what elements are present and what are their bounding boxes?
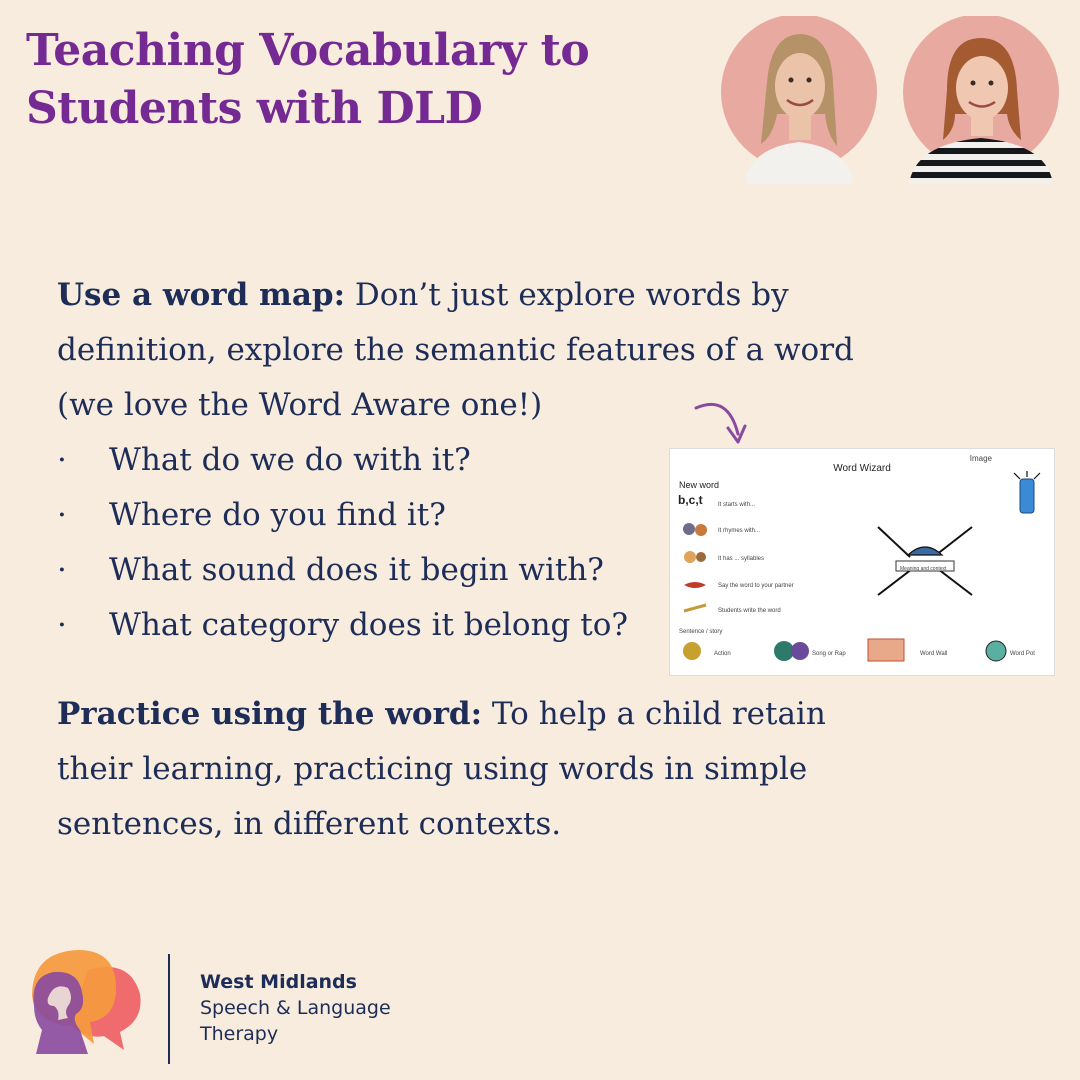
- list-item: · What category does it belong to?: [57, 598, 857, 653]
- letters-label: b,c,t: [678, 493, 703, 507]
- footer-divider: [168, 954, 170, 1064]
- org-line-3: Therapy: [200, 1023, 279, 1045]
- org-name: [200, 969, 391, 1047]
- worksheet-row: It has ... syllables: [718, 556, 765, 562]
- worksheet-row: It starts with...: [718, 502, 756, 508]
- sentence-label: Sentence / story: [679, 629, 723, 635]
- word-map-text: Don’t just explore words by definition, explore the semantic features of a word (we love the Word Aware one!): [57, 277, 854, 423]
- bullet-mark: ·: [57, 442, 67, 478]
- bullet-mark: ·: [57, 552, 67, 588]
- worksheet-title: Word Wizard: [833, 463, 891, 474]
- title-line-2: Students with DLD: [26, 83, 483, 134]
- word-map-heading: Use a word map:: [57, 277, 346, 313]
- title-line-1: Teaching Vocabulary to: [26, 25, 590, 76]
- curved-arrow-icon: [692, 396, 752, 452]
- page-title: [26, 22, 589, 138]
- org-line-2: Speech & Language: [200, 997, 391, 1019]
- practice-text: To help a child retain their learning, practicing using words in simple sentences, in different contexts.: [57, 696, 826, 842]
- word-wizard-worksheet-image: [669, 448, 1055, 676]
- bottom-activity-icons: [678, 637, 1048, 667]
- bottle-icon: [1012, 471, 1042, 517]
- meaning-label: Meaning and context: [900, 566, 947, 572]
- practice-paragraph: [57, 687, 857, 852]
- bullet-mark: ·: [57, 497, 67, 533]
- avatar: [715, 16, 883, 184]
- bottom-label: Song or Rap: [812, 651, 846, 657]
- new-word-label: New word: [679, 480, 720, 490]
- bottom-label: Action: [714, 651, 731, 657]
- head-speech-logo-icon: [24, 948, 146, 1060]
- avatar: [897, 16, 1065, 184]
- worksheet-picture-icons: [680, 521, 710, 623]
- bottom-label: Word Pot: [1010, 651, 1035, 657]
- image-label: Image: [969, 454, 992, 463]
- bottom-label: Word Wall: [920, 651, 948, 657]
- list-item: · What do we do with it?: [57, 433, 857, 488]
- list-item: · What sound does it begin with?: [57, 543, 857, 598]
- practice-heading: Practice using the word:: [57, 696, 483, 732]
- word-wizard-hat-icon: [870, 525, 980, 597]
- worksheet-row: Students write the word: [718, 608, 781, 614]
- list-item: · Where do you find it?: [57, 488, 857, 543]
- worksheet-row: Say the word to your partner: [718, 583, 794, 589]
- bullet-mark: ·: [57, 607, 67, 643]
- org-line-1: West Midlands: [200, 971, 357, 993]
- worksheet-row: It rhymes with...: [718, 528, 761, 534]
